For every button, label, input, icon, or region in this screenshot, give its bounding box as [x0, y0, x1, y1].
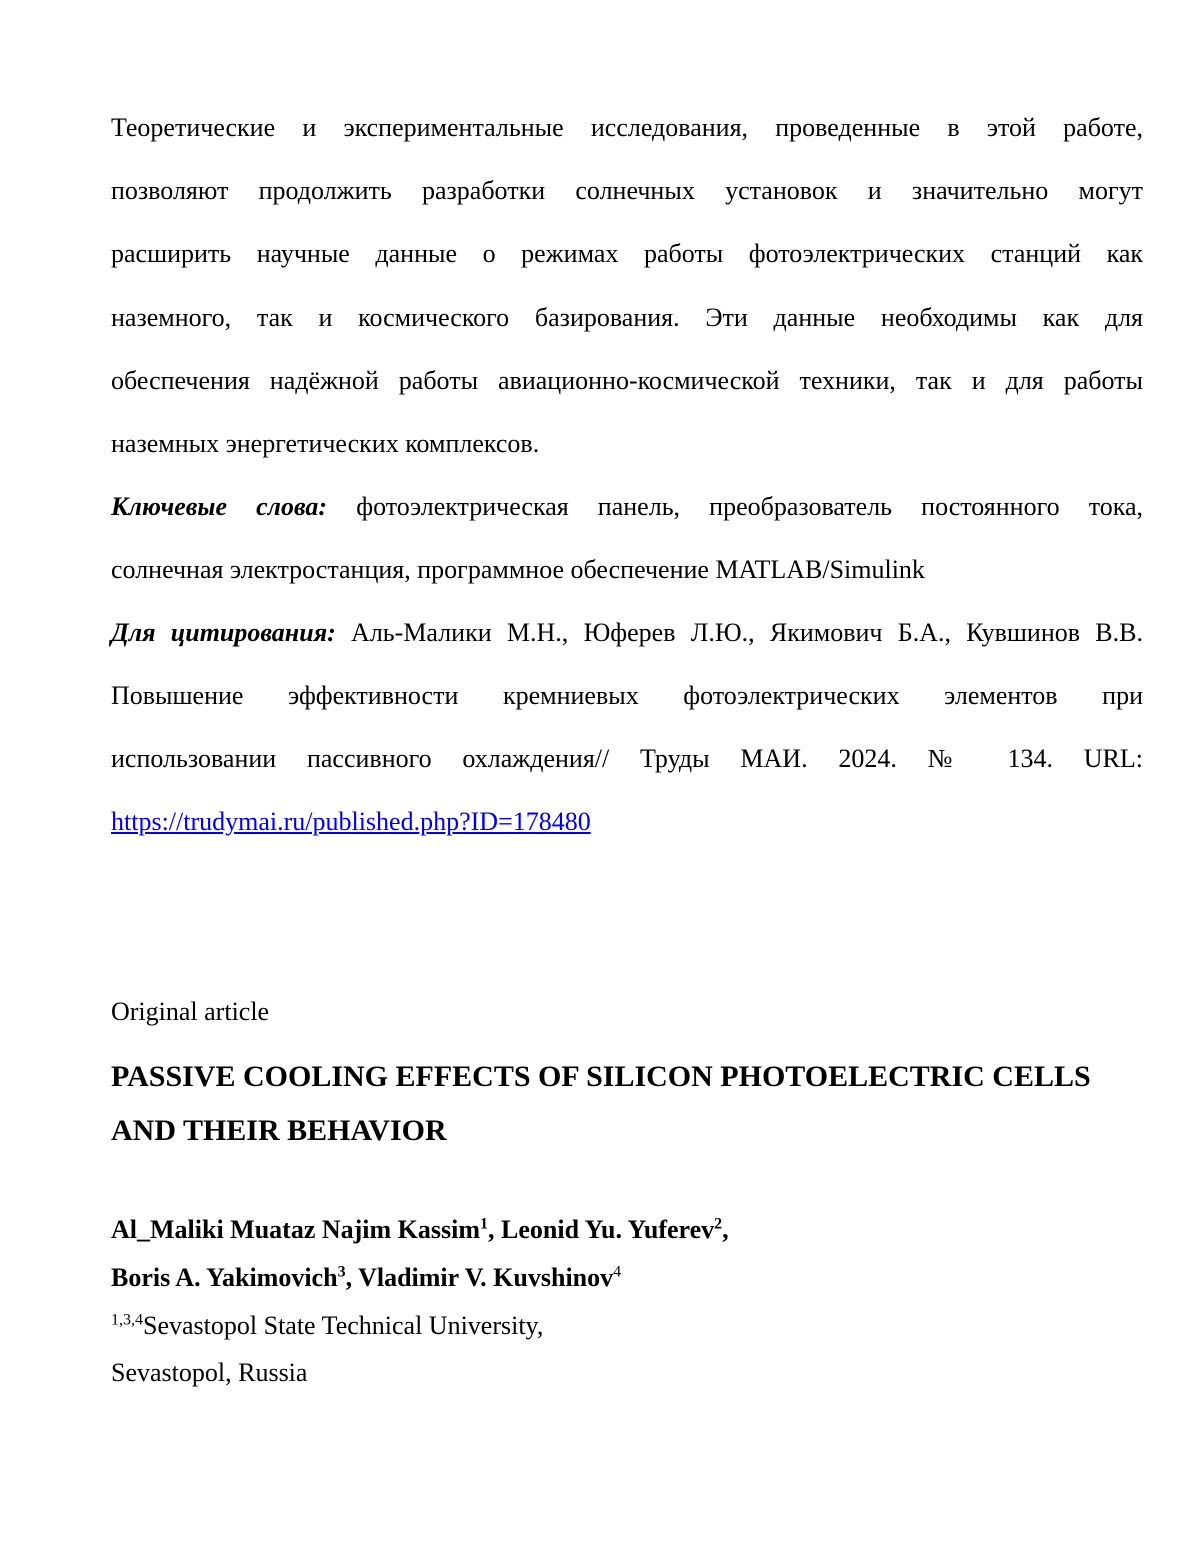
authors-line — [111, 1263, 1143, 1293]
citation-url-link[interactable]: https://trudymai.ru/published.php?ID=178480 — [111, 807, 591, 836]
citation-label: Для цитирования: — [111, 618, 336, 647]
keywords-line — [111, 492, 1143, 522]
affiliation-line: Sevastopol, Russia — [111, 1358, 1143, 1388]
author-sep: , — [488, 1215, 501, 1244]
author-sup: 2 — [714, 1215, 722, 1232]
abstract-line: расширить научные данные о режимах работы фотоэлектрических станций как — [111, 239, 1143, 269]
abstract-line: наземных энергетических комплексов. — [111, 429, 1143, 459]
author-name: Al_Maliki Muataz Najim Kassim — [111, 1215, 480, 1244]
affiliation-line — [111, 1311, 1143, 1341]
citation-line — [111, 618, 1143, 648]
abstract-line: Теоретические и экспериментальные исследования, проведенные в этой работе, — [111, 113, 1143, 143]
author-sep: , — [722, 1215, 729, 1244]
citation-line: Повышение эффективности кремниевых фотоэлектрических элементов при — [111, 681, 1143, 711]
citation-text: Аль-Малики М.Н., Юферев Л.Ю., Якимович Б.А., Кувшинов В.В. — [351, 618, 1143, 647]
article-type: Original article — [111, 997, 1143, 1027]
title-line: AND THEIR BEHAVIOR — [111, 1114, 1143, 1148]
affiliation-text: Sevastopol State Technical University, — [143, 1311, 543, 1340]
author-sup: 4 — [613, 1263, 621, 1280]
authors-line — [111, 1215, 1143, 1245]
author-sup: 1 — [480, 1215, 488, 1232]
abstract-line: наземного, так и космического базирования. Эти данные необходимы как для — [111, 303, 1143, 333]
author-name: Boris A. Yakimovich — [111, 1263, 338, 1292]
keywords-text: фотоэлектрическая панель, преобразователь постоянного тока, — [356, 492, 1143, 521]
abstract-line: позволяют продолжить разработки солнечных установок и значительно могут — [111, 176, 1143, 206]
author-sup: 3 — [338, 1263, 346, 1280]
title-line: PASSIVE COOLING EFFECTS OF SILICON PHOTOELECTRIC CELLS — [111, 1060, 1143, 1094]
citation-line: использовании пассивного охлаждения// Труды МАИ. 2024. № 134. URL: — [111, 744, 1143, 774]
author-name: Leonid Yu. Yuferev — [501, 1215, 714, 1244]
keywords-label: Ключевые слова: — [111, 492, 327, 521]
author-name: Vladimir V. Kuvshinov — [358, 1263, 613, 1292]
keywords-line: солнечная электростанция, программное обеспечение MATLAB/Simulink — [111, 555, 1143, 585]
abstract-line: обеспечения надёжной работы авиационно-космической техники, так и для работы — [111, 366, 1143, 396]
citation-url-line — [111, 807, 1143, 837]
affiliation-sup: 1,3,4 — [111, 1311, 143, 1328]
author-sep: , — [346, 1263, 359, 1292]
